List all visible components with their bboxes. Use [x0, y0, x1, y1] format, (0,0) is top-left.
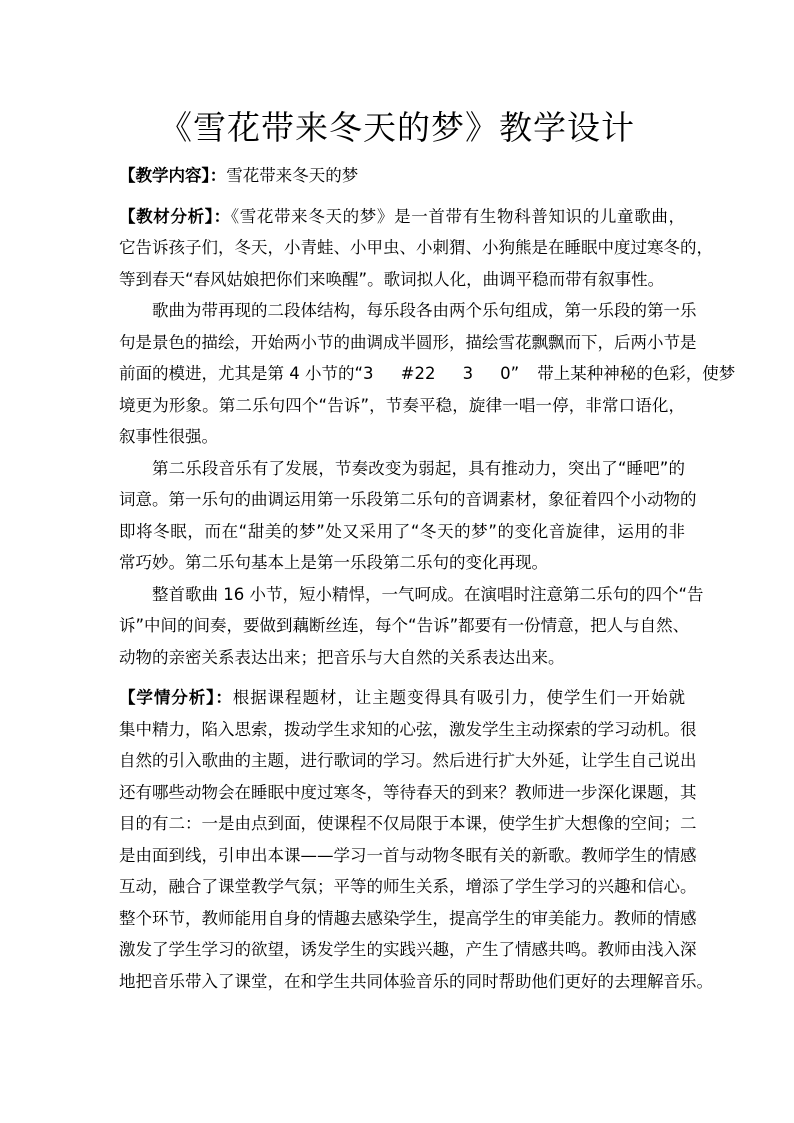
learning-line: 目的有二：一是由点到面，使课程不仅局限于本课，使学生扩大想像的空间；二 [119, 814, 697, 833]
analysis-p1-text: 《雪花带来冬天的梦》是一首带有生物科普知识的儿童歌曲， [230, 206, 686, 226]
learning-label: 【学情分析】： [119, 688, 233, 707]
learning-text: 根据课程题材，让主题变得具有吸引力，使学生们一开始就 [232, 688, 686, 707]
analysis-p2-line: 叙事性很强。 [119, 427, 218, 446]
learning-line: 互动，融合了课堂教学气氛；平等的师生关系，增添了学生学习的兴趣和信心。 [119, 877, 697, 896]
learning-line: 自然的引入歌曲的主题，进行歌词的学习。然后进行扩大外延，让学生自己说出 [119, 751, 697, 770]
learning-line: 是由面到线，引申出本课——学习一首与动物冬眠有关的新歌。教师学生的情感 [119, 845, 697, 865]
document-title: 《雪花带来冬天的梦》教学设计 [159, 108, 635, 147]
analysis-label: 【教材分析】： [119, 206, 231, 226]
analysis-p3-line: 即将冬眠，而在“甜美的梦”处又采用了“冬天的梦”的变化音旋律，运用的非 [119, 521, 685, 541]
learning-line-1 [119, 682, 685, 714]
notation-note: 3 [462, 364, 474, 383]
teaching-content-line [119, 160, 685, 192]
teaching-content-text: 雪花带来冬天的梦 [226, 166, 359, 185]
analysis-p1-line: 它告诉孩子们，冬天，小青蛙、小甲虫、小刺猬、小狗熊是在睡眠中度过寒冬的， [119, 238, 713, 257]
analysis-p1-line: 等到春天“春风姑娘把你们来唤醒”。歌词拟人化，曲调平稳而带有叙事性。 [119, 269, 665, 289]
analysis-line-1 [119, 201, 685, 233]
analysis-p3-line: 词意。第一乐句的曲调运用第一乐段第二乐句的音调素材，象征着四个小动物的 [119, 490, 697, 509]
analysis-p2-text: 带上某种神秘的色彩，使梦 [537, 364, 736, 383]
learning-line: 集中精力，陷入思索，拨动学生求知的心弦，激发学生主动探索的学习动机。很 [119, 719, 697, 739]
analysis-p3-line: 常巧妙。第二乐句基本上是第一乐段第二乐句的变化再现。 [119, 553, 548, 572]
analysis-p2-text: 前面的模进，尤其是第 4 小节的“3 [119, 364, 374, 383]
analysis-p3-line: 第二乐段音乐有了发展，节奏改变为弱起，具有推动力，突出了“睡吧”的 [152, 458, 685, 478]
analysis-p4-line: 诉”中间的间奏，要做到藕断丝连，每个“告诉”都要有一份情意，把人与自然、 [119, 616, 690, 635]
notation-note: #22 [400, 364, 436, 383]
analysis-p4-line: 整首歌曲 16 小节，短小精悍，一气呵成。在演唱时注意第二乐句的四个“告 [152, 584, 704, 604]
learning-line: 地把音乐带入了课堂，在和学生共同体验音乐的同时帮助他们更好的去理解音乐。 [119, 971, 713, 991]
document-body [119, 160, 736, 997]
analysis-p2-line: 境更为形象。第二乐句四个“告诉”，节奏平稳，旋律一唱一停，非常口语化， [119, 395, 685, 415]
analysis-p2-line: 句是景色的描绘，开始两小节的曲调成半圆形，描绘雪花飘飘而下，后两小节是 [119, 332, 697, 352]
analysis-p4-line: 动物的亲密关系表达出来；把音乐与大自然的关系表达出来。 [119, 647, 565, 667]
notation-note: 0” [500, 364, 520, 383]
learning-line: 还有哪些动物会在睡眠中度过寒冬，等待春天的到来？教师进一步深化课题，其 [119, 782, 697, 802]
teaching-content-label: 【教学内容】： [119, 166, 227, 185]
analysis-p2-notation-line [119, 358, 736, 390]
analysis-p2-line: 歌曲为带再现的二段体结构，每乐段各由两个乐句组成，第一乐段的第一乐 [152, 301, 697, 320]
learning-line: 激发了学生学习的欲望，诱发学生的实践兴趣，产生了情感共鸣。教师由浅入深 [119, 940, 697, 959]
learning-line: 整个环节，教师能用自身的情趣去感染学生，提高学生的审美能力。教师的情感 [119, 908, 697, 928]
